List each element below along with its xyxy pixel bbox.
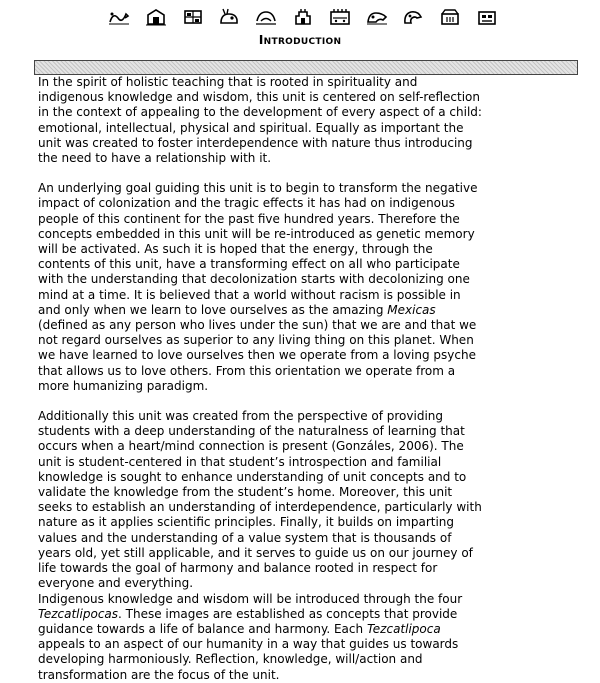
text-line: mind at a time. It is believed that a world without racism is possible in (38, 287, 461, 302)
aztec-glyph-flint-icon (439, 8, 461, 26)
text-line: years old, yet still applicable, and it serves to guide us on our journey of (38, 545, 473, 560)
text-line: will be activated. As such it is hoped that the energy, through the (38, 242, 433, 257)
text-line: appeals to an aspect of our humanity in a way that guides us towards (38, 637, 459, 652)
text-line: everyone and everything. (38, 576, 194, 591)
text-line: unit was created to foster interdependence with nature thus introducing (38, 135, 473, 150)
text-line: concepts embedded in this unit will be re-introduced as genetic memory (38, 226, 475, 241)
text-line: the need to have a relationship with it. (38, 151, 272, 166)
text-line: values and the understanding of a value system that is thousands of (38, 530, 452, 545)
term-tezcatlipocas: Tezcatlipocas (38, 606, 119, 621)
aztec-glyph-water-icon (329, 8, 351, 26)
text-line: Indigenous knowledge and wisdom will be introduced through the four (38, 591, 463, 606)
text-line: (defined as any person who lives under the sun) that we are and that we (38, 318, 477, 333)
text-line: contents of this unit, have a transforming effect on all who participate (38, 257, 460, 272)
text-line: students with a deep understanding of the naturalness of learning that (38, 424, 465, 439)
text-line: that allows us to love others. From this orientation we operate from a (38, 363, 456, 378)
text-line: impact of colonization and the tragic effects it has had on indigenous (38, 196, 455, 211)
text-line (38, 622, 578, 637)
text-run: guidance towards a life of balance and harmony. Each (38, 621, 367, 636)
aztec-glyph-house-icon (145, 8, 167, 26)
introduction-body (38, 75, 578, 683)
text-run: . These images are established as concepts that provide (118, 606, 458, 621)
text-line: transformation are the focus of the unit. (38, 667, 280, 682)
text-line: unit is student-centered in that student’s introspection and familial (38, 454, 442, 469)
text-line: validate the knowledge from the student’s home. Moreover, this unit (38, 485, 453, 500)
text-line: we have learned to love ourselves then we operate from a loving psyche (38, 348, 476, 363)
text-line: more humanizing paradigm. (38, 378, 209, 393)
aztec-glyph-jaguar-icon (366, 8, 388, 26)
aztec-glyph-eagle-icon (402, 8, 424, 26)
paragraph-tezcatlipocas (38, 592, 578, 683)
text-line: emotional, intellectual, physical and spiritual. Equally as important the (38, 120, 464, 135)
paragraph-holistic-teaching (38, 75, 578, 166)
text-line: nature as it applies scientific principles. Finally, it builds on imparting (38, 515, 455, 530)
aztec-glyph-rain-icon (255, 8, 277, 26)
text-line (38, 303, 578, 318)
paragraph-student-centered (38, 409, 578, 591)
page-title: Introduction (258, 32, 342, 47)
section-banner (34, 60, 578, 75)
text-line: not regard ourselves as superior to any living thing on this planet. When (38, 333, 474, 348)
aztec-glyph-band (108, 7, 498, 27)
text-line: seeks to establish an understanding of interdependence, particularly with (38, 500, 482, 515)
aztec-glyph-flower-icon (476, 8, 498, 26)
text-line: indigenous knowledge and wisdom, this unit is centered on self-reflection (38, 90, 480, 105)
text-line: people of this continent for the past five hundred years. Therefore the (38, 211, 460, 226)
text-line: Additionally this unit was created from the perspective of providing (38, 409, 444, 424)
term-tezcatlipoca: Tezcatlipoca (366, 621, 441, 636)
text-line: developing harmoniously. Reflection, knowledge, will/action and (38, 652, 423, 667)
text-line: occurs when a heart/mind connection is present (Gonzáles, 2006). The (38, 439, 464, 454)
text-line (38, 607, 578, 622)
aztec-glyph-deer-icon (218, 8, 240, 26)
text-line: In the spirit of holistic teaching that is rooted in spirituality and (38, 75, 418, 89)
text-line: with the understanding that decolonization starts with decolonizing one (38, 272, 470, 287)
text-line: knowledge is sought to enhance understanding of unit concepts and to (38, 469, 467, 484)
text-line: An underlying goal guiding this unit is to begin to transform the negative (38, 181, 478, 196)
aztec-glyph-reed-icon (182, 8, 204, 26)
text-run: and only when we learn to love ourselves as the amazing (38, 302, 388, 317)
aztec-glyph-serpent-icon (108, 8, 130, 26)
paragraph-decolonization (38, 181, 578, 394)
text-line: in the context of appealing to the development of every aspect of a child: (38, 105, 482, 120)
term-mexicas: Mexicas (387, 302, 436, 317)
aztec-glyph-temple-icon (292, 8, 314, 26)
text-line: life towards the goal of harmony and balance rooted in respect for (38, 561, 438, 576)
